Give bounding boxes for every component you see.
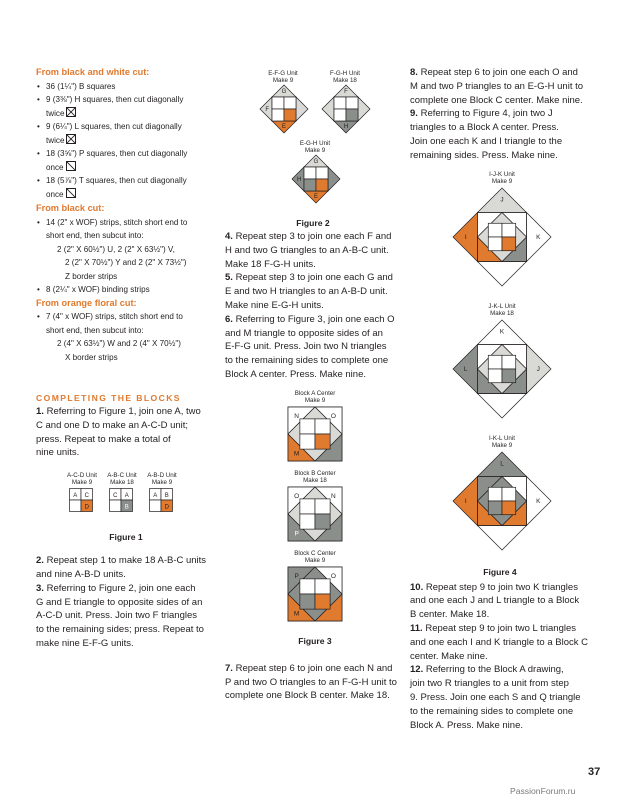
figure-4-unit-diagram <box>452 187 552 287</box>
figure-4 <box>410 171 590 581</box>
step-5 <box>225 271 405 312</box>
unit-count: Make 9 <box>491 441 513 449</box>
figure-3-caption: Figure 3 <box>298 635 332 646</box>
list-item <box>36 120 216 147</box>
half-square-icon <box>66 188 76 198</box>
unit-title: I-J-K Unit <box>489 170 515 178</box>
unit-label <box>253 70 313 84</box>
step-text: to the remaining sides to complete one <box>225 355 389 367</box>
piece-label: E <box>313 194 319 201</box>
list-item-cont: once <box>46 189 64 199</box>
unit-count: Make 18 <box>303 476 327 484</box>
patch-square <box>488 501 502 515</box>
patch-square <box>502 369 516 383</box>
piece-label: J <box>500 196 504 204</box>
patch-square <box>315 579 330 594</box>
step-text: Block A. Press. Make nine. <box>410 719 523 731</box>
patch-square <box>502 237 516 251</box>
piece-label: N <box>294 412 299 420</box>
step-text: nine units. <box>36 447 80 459</box>
quarter-square-icon <box>66 134 76 144</box>
piece-label: C <box>113 493 118 500</box>
subcut-line: X border strips <box>65 352 118 362</box>
block-center-diagram <box>287 486 343 542</box>
step-text: Block A center. Press. Make nine. <box>225 368 366 380</box>
patch-square <box>346 97 358 109</box>
unit-title: Block A Center <box>294 389 336 397</box>
patch-square <box>315 434 330 449</box>
step-text: Repeat step 3 to join one each F and <box>235 231 392 242</box>
unit-count: Make 18 <box>110 479 134 487</box>
patch-square <box>315 499 330 514</box>
step-8 <box>410 66 590 107</box>
piece-label: K <box>536 497 541 505</box>
piece-label: I <box>464 497 467 505</box>
unit-diagram <box>149 488 173 512</box>
patch-square <box>316 179 328 191</box>
step-text: complete one Block B center. Make 18. <box>225 690 390 702</box>
list-item-text: 7 (4" x WOF) strips, stitch short end to <box>46 312 183 321</box>
unit-label <box>267 470 363 484</box>
unit-count: Make 9 <box>304 147 326 155</box>
right-column <box>410 66 590 732</box>
list-item-cont: twice <box>46 135 65 145</box>
unit-label <box>315 70 375 84</box>
step-7 <box>225 662 405 703</box>
unit-label <box>267 550 363 564</box>
step-text: center. Make nine. <box>410 650 488 662</box>
figure-1-caption: Figure 1 <box>109 532 143 543</box>
piece-label: L <box>500 460 504 468</box>
list-item <box>36 93 216 120</box>
piece-label: O <box>330 572 336 580</box>
piece-label: D <box>84 504 89 511</box>
page-number: 37 <box>588 766 601 778</box>
step-text: Referring to the Block A drawing, <box>425 664 564 676</box>
figure-4-unit-diagram <box>452 319 552 419</box>
patch-square <box>488 237 502 251</box>
patch-square <box>300 514 315 529</box>
step-text: join two R triangles to a unit from step <box>410 678 569 690</box>
unit-title: A-B-D Unit <box>147 472 177 480</box>
step-number: 7. <box>225 662 233 674</box>
triangle-left <box>322 97 334 121</box>
list-item-text: 14 (2" x WOF) strips, stitch short end to <box>46 217 188 227</box>
unit-count: Make 18 <box>490 309 514 317</box>
patch-square <box>488 369 502 383</box>
piece-label: G <box>281 89 287 96</box>
step-number: 5. <box>225 272 233 284</box>
step-text: Make 18 F-G-H units. <box>225 258 316 270</box>
list-item-text: 9 (6¼") L squares, then cut diagonally <box>46 122 182 131</box>
step-6 <box>225 313 405 382</box>
figure-4-unit-diagram <box>452 451 552 551</box>
list-item <box>36 147 216 174</box>
black-cut-list-2 <box>36 283 216 297</box>
step-text: Referring to Figure 1, join one A, two <box>46 406 201 417</box>
piece-label: P <box>294 530 299 538</box>
step-text: Referring to Figure 3, join one each O <box>235 313 395 325</box>
step-number: 2. <box>36 555 44 567</box>
watermark-text: PassionForum.ru <box>510 786 576 796</box>
piece-label: M <box>293 610 300 618</box>
steps-2-3 <box>36 554 216 651</box>
step-text: E-F-G unit. Press. Join two N triangles <box>225 341 387 353</box>
heading-orange-floral-cut: From orange floral cut: <box>36 297 137 308</box>
step-text: make nine E-F-G units. <box>36 637 134 649</box>
patch-square <box>315 419 330 434</box>
step-text: Join one each K and I triangle to the <box>410 135 563 147</box>
piece-label: F <box>344 89 348 96</box>
step-text: M and two P triangles to an E-G-H unit to <box>410 80 584 92</box>
step-text: press. Repeat to make a total of <box>36 433 171 445</box>
step-number: 6. <box>225 313 233 325</box>
unit-label <box>472 171 532 185</box>
figure-1 <box>36 472 216 542</box>
patch-square <box>70 500 82 512</box>
patch-square <box>334 97 346 109</box>
step-text: and one each I and K triangle to a Block C <box>410 636 588 648</box>
unit-count: Make 9 <box>304 556 326 564</box>
piece-label: F <box>265 107 270 113</box>
patch-square <box>334 109 346 121</box>
list-item-text: 9 (3⅜") H squares, then cut diagonally <box>46 95 184 104</box>
list-item-cont: once <box>46 162 64 172</box>
piece-label: M <box>293 450 300 458</box>
heading-black-cut: From black cut: <box>36 203 105 213</box>
steps-10-12 <box>410 581 590 733</box>
unit-title: I-K-L Unit <box>489 434 515 442</box>
figure-2-caption: Figure 2 <box>296 218 330 228</box>
efg-unit-diagram <box>259 84 309 134</box>
steps-8-9 <box>410 66 590 163</box>
unit-diagram <box>109 488 133 512</box>
triangle-right <box>328 167 340 191</box>
piece-label: B <box>164 493 169 500</box>
patch-square <box>284 109 296 121</box>
bw-cut-list <box>36 80 216 202</box>
patch-square <box>300 434 315 449</box>
step-text: Repeat step 9 to join two L triangles <box>425 622 577 634</box>
patch-square <box>272 109 284 121</box>
step-text: and M triangle to opposite sides of an <box>225 327 383 339</box>
patch-square <box>300 499 315 514</box>
piece-label: N <box>331 492 336 500</box>
step-text: remaining sides. Press. Make nine. <box>410 149 558 161</box>
list-item-text: 18 (5⅞") T squares, then cut diagonally <box>46 176 187 185</box>
patch-square <box>300 594 315 609</box>
unit-title: E-G-H Unit <box>299 140 331 147</box>
step-number: 10. <box>410 581 424 593</box>
unit-title: Block B Center <box>294 469 336 477</box>
block-center-diagram <box>287 566 343 622</box>
step-number: 4. <box>225 231 233 242</box>
piece-label: B <box>124 504 129 511</box>
unit-label <box>285 140 345 154</box>
unit-title: A-B-C Unit <box>107 472 137 480</box>
step-text: and nine A-B-D units. <box>36 568 126 580</box>
step-text: Make nine E-G-H units. <box>225 299 324 311</box>
step-9 <box>410 107 590 162</box>
piece-label: E <box>281 124 287 131</box>
list-item-text: 18 (3⅝") P squares, then cut diagonally <box>46 149 188 158</box>
piece-label: H <box>297 177 302 183</box>
piece-label: D <box>164 504 169 511</box>
unit-title: A-C-D Unit <box>67 472 97 480</box>
step-4 <box>225 230 405 271</box>
patch-square <box>315 594 330 609</box>
list-item: • 8 (2¼" x WOF) binding strips <box>36 283 216 297</box>
list-item <box>36 80 216 94</box>
step-1 <box>36 405 216 460</box>
piece-label: A <box>124 493 129 500</box>
step-text: complete one Block C center. Make nine. <box>410 94 583 106</box>
unit-label <box>102 472 142 486</box>
subcut-line: Z border strips <box>65 271 118 281</box>
piece-label: L <box>463 365 468 373</box>
step-text: Referring to Figure 2, join one each <box>46 582 196 594</box>
half-square-icon <box>66 161 76 171</box>
patch-square <box>304 179 316 191</box>
piece-label: K <box>536 233 541 241</box>
unit-title: J-K-L Unit <box>488 302 516 310</box>
piece-label: A <box>153 493 158 500</box>
cutting-column <box>36 66 216 651</box>
unit-count: Make 9 <box>71 479 93 487</box>
unit-title: Block C Center <box>294 549 336 557</box>
patch-square <box>304 167 316 179</box>
heading-black-white-cut: From black and white cut: <box>36 67 150 77</box>
subcut-line: 2 (2" X 70½") Y and 2 (2" X 73½") <box>65 258 187 267</box>
step-text: Repeat step 6 to join one each O and <box>420 67 578 78</box>
unit-label <box>62 472 102 486</box>
step-text: H and two G triangles to an A-B-C unit. <box>225 244 389 256</box>
step-text: G and E triangle to opposite sides of an <box>36 596 203 608</box>
patch-square <box>284 97 296 109</box>
piece-label: C <box>84 493 89 500</box>
subcut-line: 2 (2" X 60½") U, 2 (2" X 63½") V, <box>57 244 175 254</box>
piece-label: I <box>464 233 467 241</box>
step-text: E and two H triangles to an A-B-D unit. <box>225 286 388 298</box>
block-center-diagram <box>287 406 343 462</box>
step-number: 12. <box>410 664 424 676</box>
step-text: P and two O triangles to an F-G-H unit to <box>225 676 397 688</box>
unit-label <box>472 303 532 317</box>
list-item-cont: short end, then subcut into: <box>46 231 144 240</box>
unit-count: Make 9 <box>272 77 294 85</box>
triangle-bottom <box>478 261 527 286</box>
list-item-text: 36 (1¼") B squares <box>46 81 116 91</box>
patch-square <box>502 501 516 515</box>
figure-4-caption: Figure 4 <box>483 566 517 577</box>
patch-square <box>110 500 122 512</box>
step-text: Repeat step 6 to join one each N and <box>235 662 393 674</box>
step-text: to the remaining sides to complete one <box>410 705 574 717</box>
step-number: 3. <box>36 582 44 594</box>
patch-square <box>316 167 328 179</box>
patch-square <box>488 223 502 237</box>
unit-diagram <box>69 488 93 512</box>
black-cut-list <box>36 216 216 243</box>
orange-cut-list <box>36 310 216 337</box>
patch-square <box>300 419 315 434</box>
step-2 <box>36 554 216 582</box>
step-text: Repeat step 9 to join two K triangles <box>425 581 578 593</box>
unit-title: F-G-H Unit <box>330 70 360 77</box>
patch-square <box>502 487 516 501</box>
step-text: Repeat step 1 to make 18 A-B-C units <box>46 555 207 567</box>
unit-title: E-F-G Unit <box>268 70 298 77</box>
step-number: 1. <box>36 406 44 417</box>
figure-2 <box>225 66 405 230</box>
step-11 <box>410 622 590 663</box>
piece-label: O <box>294 492 300 500</box>
patch-square <box>346 109 358 121</box>
triangle-bottom <box>478 525 527 550</box>
piece-label: J <box>536 365 540 373</box>
step-10 <box>410 581 590 622</box>
patch-square <box>300 579 315 594</box>
step-text: Repeat step 3 to join one each G and <box>235 272 393 284</box>
step-text: Referring to Figure 4, join two J <box>420 108 553 120</box>
step-text: 9. Press. Join one each S and Q triangle <box>410 691 581 703</box>
step-text: C and one D to make an A-C-D unit; <box>36 419 189 431</box>
step-number: 9. <box>410 108 418 120</box>
piece-label: G <box>313 159 319 166</box>
list-item <box>36 174 216 201</box>
unit-label <box>142 472 182 486</box>
patch-square <box>502 223 516 237</box>
steps-4-6 <box>225 230 405 382</box>
quarter-square-icon <box>66 107 76 117</box>
patch-square <box>502 355 516 369</box>
section-heading: COMPLETING THE BLOCKS <box>36 393 181 403</box>
patch-square <box>150 500 162 512</box>
step-number: 8. <box>410 67 418 78</box>
patch-square <box>315 514 330 529</box>
subcut-line: 2 (4" X 63½") W and 2 (4" X 70½") <box>57 339 181 348</box>
piece-label: P <box>294 572 299 580</box>
list-item-cont: twice <box>46 108 65 118</box>
unit-count: Make 9 <box>304 396 326 404</box>
step-12 <box>410 663 590 732</box>
step-text: A-C-D unit. Press. Join two F triangles <box>36 610 198 622</box>
fgh-unit-diagram <box>321 84 371 134</box>
step-text: to the remaining sides; press. Repeat to <box>36 624 204 636</box>
list-item-cont: short end, then subcut into: <box>46 325 144 335</box>
piece-label: O <box>330 412 336 420</box>
patch-square <box>488 355 502 369</box>
piece-label: H <box>343 124 349 131</box>
step-number: 11. <box>410 622 423 634</box>
piece-label: K <box>499 328 505 336</box>
step-text: B center. Make 18. <box>410 609 490 621</box>
unit-count: Make 9 <box>151 479 173 487</box>
list-item <box>36 216 216 243</box>
figure-3 <box>225 390 405 648</box>
unit-label <box>267 390 363 404</box>
unit-count: Make 18 <box>333 77 357 85</box>
step-3 <box>36 582 216 651</box>
patch-square <box>272 97 284 109</box>
triangle-right <box>296 97 308 121</box>
step-text: and one each J and L triangle to a Block <box>410 595 580 607</box>
list-item <box>36 310 216 337</box>
middle-column <box>225 66 405 703</box>
egh-unit-diagram <box>291 154 341 204</box>
unit-label <box>472 435 532 449</box>
piece-label: A <box>73 493 78 500</box>
step-text: triangles to a Block A center. Press. <box>410 122 559 134</box>
triangle-right <box>358 97 370 121</box>
patch-square <box>488 487 502 501</box>
triangle-bottom <box>478 393 527 418</box>
unit-count: Make 9 <box>491 177 513 185</box>
